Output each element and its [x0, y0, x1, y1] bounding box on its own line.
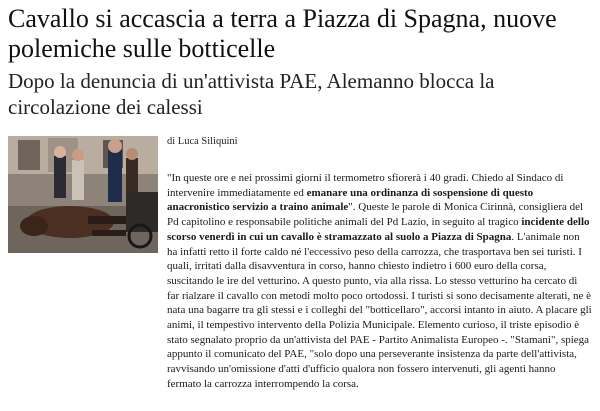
author-link[interactable]: Luca Siliquini — [177, 136, 238, 147]
article-text-1: "In queste ore e nei prossimi giorni il termometro sfiorerà i 40 gradi. Chiedo al Sindaco di intervenire immediatamente ed — [167, 172, 564, 199]
article-highlight-ordinanza: emanare una ordinanza di sospensione di questo anacronistico servizio a traino animale — [167, 186, 534, 214]
article-highlight-incidente: incidente dello scorso venerdì in cui un cavallo è stramazzato al suolo a Piazza di Spagna — [167, 216, 590, 243]
byline-prefix: di — [167, 136, 176, 147]
article-body — [167, 171, 592, 392]
article-text-3: . L'animale non ha infatti retto il forte caldo né l'eccessivo peso della carrozza, che trasportava ben sei turisti. I quali, irritati dalla disavventura in corso, hanno chiesto indietro i 600 euro della corsa, suscitando le ire del vetturino. A questo punto, via alla rissa. Lo stesso vetturino ha cercato di far rialzare il cavallo con metodi molto poco ortodossi. I turisti si sono decisamente alterati, ne è nata una bagarre tra gli stessi e i colleghi del "botticellaro", accorsi intanto in aiuto. A placare gli animi, il tempestivo intervento della Polizia Municipale. Elemento curioso, il triste episodio è stato segnalato proprio da un'attivista del PAE - Partito Animalista Europeo -. "Stamani", spiega appunto il comunicato del PAE, "solo dopo una perseverante insistenza da parte dell'attivista, ravvisando un'omissione d'atti d'ufficio qualora non fossero intervenuti, gli agenti hanno fermato la carrozza interrompendo la corsa. — [167, 230, 592, 390]
subheadline: Dopo la denuncia di un'attivista PAE, Alemanno blocca la circolazione dei calessi — [8, 69, 495, 119]
horse-photo-icon — [8, 136, 158, 253]
headline: Cavallo si accascia a terra a Piazza di Spagna, nuove polemiche sulle botticelle — [8, 4, 557, 63]
article-text-2: ". Queste le parole di Monica Cirinnà, consigliera del Pd capitolino e responsabile politiche animali del Pd Lazio, in seguito al tragico — [167, 201, 584, 229]
byline — [167, 136, 238, 147]
article-photo — [8, 136, 158, 253]
